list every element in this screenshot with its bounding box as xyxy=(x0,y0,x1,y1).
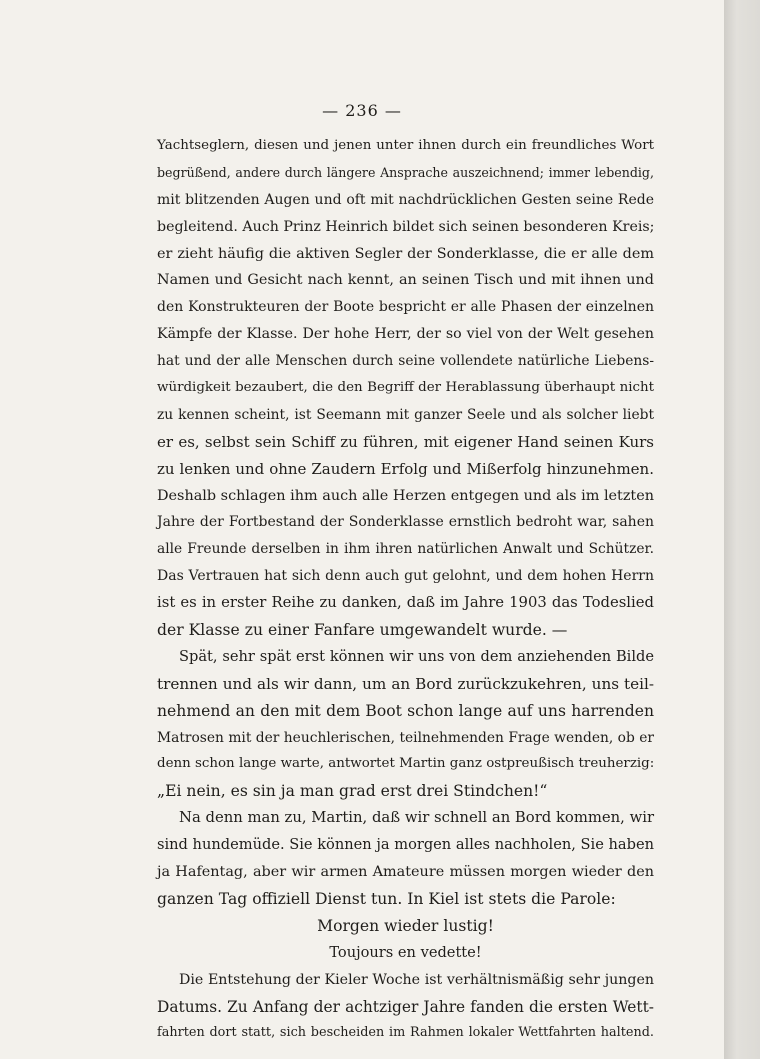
motto-line: Morgen wieder lustig! xyxy=(317,916,494,935)
text-line: Namen und Gesicht nach kennt, an seinen Tisch und mit ihnen und xyxy=(157,272,654,289)
text-line: Jahre der Fortbestand der Sonderklasse ernstlich bedroht war, sahen xyxy=(157,514,654,531)
text-line: begleitend. Auch Prinz Heinrich bildet sich seinen besonderen Kreis; xyxy=(157,218,655,235)
text-line: er zieht häufig die aktiven Segler der Sonderklasse, die er alle dem xyxy=(157,245,654,262)
text-line: er es, selbst sein Schiff zu führen, mit eigener Hand seinen Kurs xyxy=(157,432,654,451)
paragraph-start-line: Na denn man zu, Martin, daß wir schnell an Bord kommen, wir xyxy=(179,809,655,827)
text-line: Das Vertrauen hat sich denn auch gut gelohnt, und dem hohen Herrn xyxy=(157,568,654,585)
text-line: Datums. Zu Anfang der achtziger Jahre fanden die ersten Wett- xyxy=(157,997,654,1016)
text-line: den Konstrukteuren der Boote bespricht er alle Phasen der einzelnen xyxy=(157,299,654,316)
text-line: alle Freunde derselben in ihm ihren natürlichen Anwalt und Schützer. xyxy=(157,541,654,558)
text-line: nehmend an den mit dem Boot schon lange auf uns harrenden xyxy=(157,701,654,720)
text-line: denn schon lange warte, antwortet Martin ganz ostpreußisch treuherzig: xyxy=(157,756,655,772)
text-line: Kämpfe der Klasse. Der hohe Herr, der so viel von der Welt gesehen xyxy=(157,326,654,343)
text-line: der Klasse zu einer Fanfare umgewandelt wurde. — xyxy=(157,621,568,640)
text-line: fahrten dort statt, sich bescheiden im Rahmen lokaler Wettfahrten haltend. xyxy=(157,1025,654,1041)
text-line: Matrosen mit der heuchlerischen, teilnehmenden Frage wenden, ob er xyxy=(157,729,654,746)
body-text xyxy=(157,133,654,1047)
text-line: ganzen Tag offiziell Dienst tun. In Kiel ist stets die Parole: xyxy=(157,889,616,908)
page-edge xyxy=(724,0,760,1059)
motto-line: Toujours en vedette! xyxy=(329,943,482,961)
text-line: hat und der alle Menschen durch seine vollendete natürliche Liebens- xyxy=(157,353,654,370)
text-line: Deshalb schlagen ihm auch alle Herzen entgegen und als im letzten xyxy=(157,487,654,504)
text-line: ja Hafentag, aber wir armen Amateure müssen morgen wieder den xyxy=(157,864,654,881)
text-line: zu kennen scheint, ist Seemann mit ganzer Seele und als solcher liebt xyxy=(157,406,654,423)
text-line: „Ei nein, es sin ja man grad erst drei Stindchen!“ xyxy=(157,782,548,801)
text-line: sind hundemüde. Sie können ja morgen alles nachholen, Sie haben xyxy=(157,836,654,854)
text-line: ist es in erster Reihe zu danken, daß im Jahre 1903 das Todeslied xyxy=(157,594,654,612)
text-line: mit blitzenden Augen und oft mit nachdrücklichen Gesten seine Rede xyxy=(157,191,654,208)
text-line: begrüßend, andere durch längere Ansprache auszeichnend; immer lebendig, xyxy=(157,164,654,180)
text-line: trennen und als wir dann, um an Bord zurückzukehren, uns teil- xyxy=(157,674,654,693)
text-line: zu lenken und ohne Zaudern Erfolg und Mißerfolg hinzunehmen. xyxy=(157,459,654,478)
paragraph-start-line: Spät, sehr spät erst können wir uns von dem anziehenden Bilde xyxy=(179,647,654,665)
paragraph-start-line: Die Entstehung der Kieler Woche ist verhältnismäßig sehr jungen xyxy=(179,971,654,988)
text-line: Yachtseglern, diesen und jenen unter ihnen durch ein freundliches Wort xyxy=(157,138,654,153)
page-number: — 236 — xyxy=(322,101,402,120)
text-line: würdigkeit bezaubert, die den Begriff der Herablassung überhaupt nicht xyxy=(157,380,654,396)
